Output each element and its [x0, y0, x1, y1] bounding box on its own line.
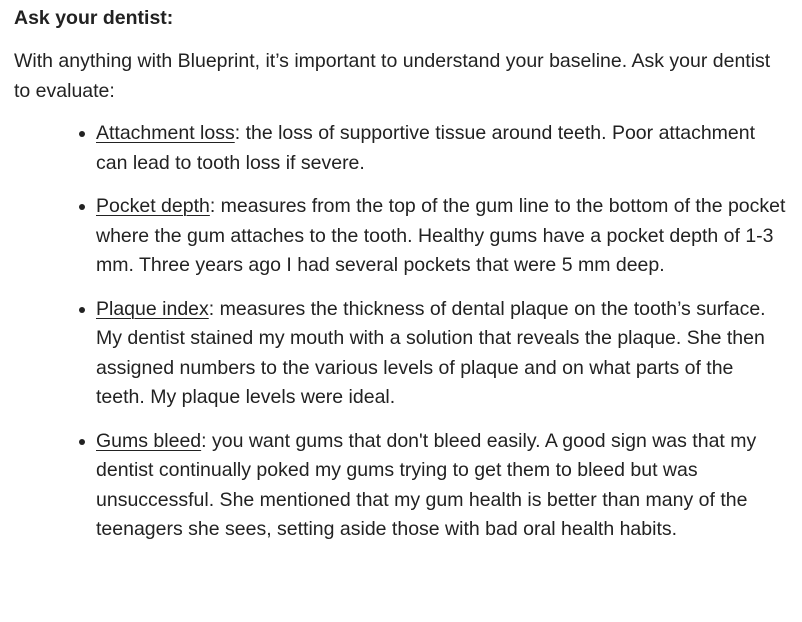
list-item-gums-bleed	[96, 427, 786, 545]
list-item-pocket-depth	[96, 192, 786, 281]
description-plaque-index: : measures the thickness of dental plaque on the tooth’s surface. My dentist stained my mouth with a solution that reveals the plaque. She then assigned numbers to the various levels of plaque and on what parts of the teeth. My plaque levels were ideal.	[96, 297, 766, 408]
description-attachment-loss: : the loss of supportive tissue around teeth. Poor attachment can lead to tooth loss if severe.	[96, 122, 756, 174]
term-attachment-loss: Attachment loss	[96, 122, 235, 144]
section-heading: Ask your dentist:	[14, 7, 174, 29]
term-plaque-index: Plaque index	[96, 297, 209, 320]
description-gums-bleed: : you want gums that don't bleed easily. A good sign was that my dentist continually poked my gums trying to get them to bleed but was unsuccessful. She mentioned that my gum health is better than many of the teenagers she sees, setting aside those with bad oral health habits.	[96, 429, 757, 540]
list-item-plaque-index	[96, 295, 786, 413]
description-pocket-depth: : measures from the top of the gum line to the bottom of the pocket where the gum attaches to the tooth. Healthy gums have a pocket depth of 1-3 mm. Three years ago I had several pockets that were 5 mm deep.	[96, 195, 786, 276]
list-item-attachment-loss	[96, 119, 786, 178]
term-gums-bleed: Gums bleed	[96, 429, 202, 452]
term-pocket-depth: Pocket depth	[96, 195, 210, 217]
intro-paragraph: With anything with Blueprint, it’s important to understand your baseline. Ask your dentist to evaluate:	[14, 50, 771, 102]
evaluation-list	[14, 119, 788, 545]
